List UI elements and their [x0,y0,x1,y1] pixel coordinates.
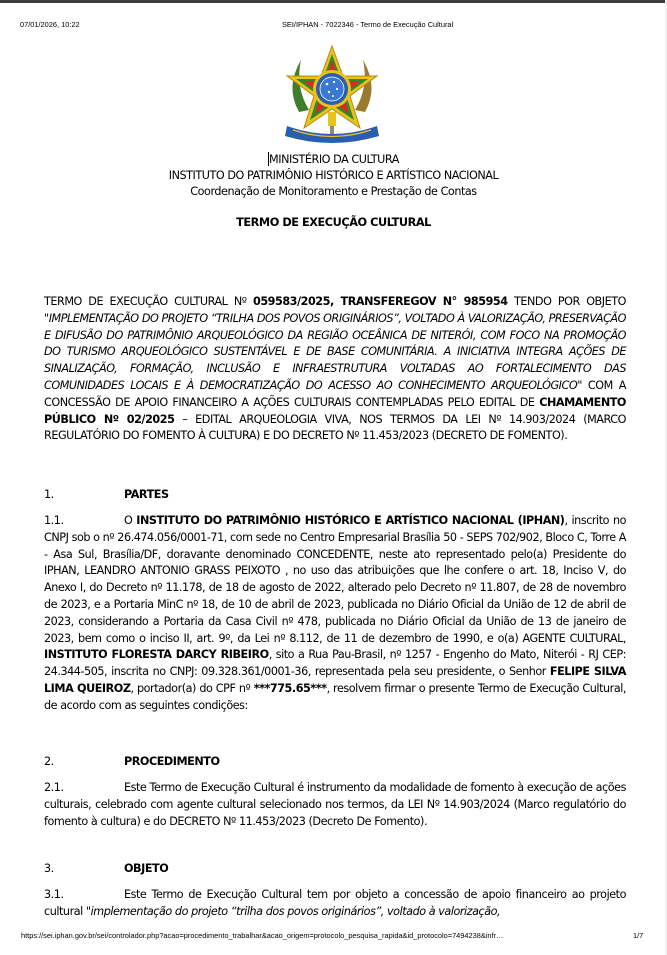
section-number: 2. [44,755,54,768]
clause-number: 2.1. [44,781,64,794]
section-title: PARTES [124,488,169,501]
document-title: TERMO DE EXECUÇÃO CULTURAL [236,216,431,229]
print-datetime: 07/01/2026, 10:22 [20,20,80,29]
section-number: 1. [44,488,54,501]
clause-number: 3.1. [44,888,64,901]
brazil-coat-of-arms-icon [279,42,385,150]
department-name: Coordenação de Monitoramento e Prestação de Contas [190,185,477,198]
section-title: PROCEDIMENTO [124,755,220,768]
clause-2-1: 2.1. Este Termo de Execução Cultural é instrumento da modalidade de fomento à execução de ações culturais, celebrado com agente cultural selecionado nos termos, da LEI Nº 14.903/2024 (Marco regulatório do fomento à cultura) e do DECRETO Nº 11.453/2023 (Decreto De Fomento). [44,781,626,828]
section-title: OBJETO [124,862,169,875]
section-number: 3. [44,862,54,875]
page-number: 1/7 [633,931,644,940]
viewer-top-bar [0,0,665,3]
clause-number: 1.1. [44,514,64,527]
clause-3-1: 3.1. Este Termo de Execução Cultural tem por objeto a concessão de apoio financeiro ao projeto cultural "implementação do projeto “trilha dos povos originários”, voltado à valorização, [44,888,626,918]
ministry-name: MINISTÉRIO DA CULTURA [269,153,399,166]
institute-name: INSTITUTO DO PATRIMÔNIO HISTÓRICO E ARTÍSTICO NACIONAL [168,169,499,182]
print-page-title: SEI/IPHAN - 7022346 - Termo de Execução Cultural [282,20,454,29]
print-header [0,20,667,32]
clause-1-1: 1.1. O INSTITUTO DO PATRIMÔNIO HISTÓRICO E ARTÍSTICO NACIONAL (IPHAN), inscrito no CNPJ sob o nº 26.474.056/0001-71, com sede no Centro Empresarial Brasília 50 - SEPS 702/902, Bloco C, Torre A - Asa Sul, Brasília/DF, doravante denominado CONCEDENTE, neste ato representado pelo(a) Presidente do IPHAN, LEANDRO ANTONIO GRASS PEIXOTO , no uso das atribuições que lhe confere o art. 18, Inciso V, do Anexo I, do Decreto nº 11.178, de 18 de agosto de 2022, alterado pelo Decreto nº 11.807, de 28 de novembro de 2023, e a Portaria MinC nº 18, de 10 de abril de 2023, publicada no Diário Oficial da União de 12 de abril de 2023, considerando a Portaria da Casa Civil nº 478, publicada no Diário Oficial da União de 13 de janeiro de 2023, bem como o inciso II, art. 9º, da Lei nº 8.112, de 11 de dezembro de 1990, e o(a) AGENTE CULTURAL, INSTITUTO FLORESTA DARCY RIBEIRO, sito a Rua Pau-Brasil, nº 1257 - Engenho do Mato, Niterói - RJ CEP: 24.344-505, inscrita no CNPJ: 09.328.361/0001-36, representada pela seu presidente, o Senhor FELIPE SILVA LIMA QUEIROZ, portador(a) do CPF nº ***775.65***, resolvem firmar o presente Termo de Execução Cultural, de acordo com as seguintes condições: [44,514,627,712]
intro-paragraph: TERMO DE EXECUÇÃO CULTURAL Nº 059583/2025, TRANSFEREGOV N° 985954 TENDO POR OBJETO "IMPLEMENTAÇÃO DO PROJETO “TRILHA DOS POVOS ORIGINÁRIOS”, VOLTADO À VALORIZAÇÃO, PRESERVAÇÃO E DIFUSÃO DO PATRIMÔNIO ARQUEOLÓGICO DA REGIÃO OCEÂNICA DE NITERÓI, COM FOCO NA PROMOÇÃO DO TURISMO ARQUEOLÓGICO SUSTENTÁVEL E DE BASE COMUNITÁRIA. A INICIATIVA INTEGRA AÇÕES DE SINALIZAÇÃO, FORMAÇÃO, INCLUSÃO E INFRAESTRUTURA VOLTADAS AO FORTALECIMENTO DAS COMUNIDADES LOCAIS E À DEMOCRATIZAÇÃO DO ACESSO AO CONHECIMENTO ARQUEOLÓGICO" COM A CONCESSÃO DE APOIO FINANCEIRO A AÇÕES CULTURAIS CONTEMPLADAS PELO EDITAL DE CHAMAMENTO PÚBLICO Nº 02/2025 – EDITAL ARQUEOLOGIA VIVA, NOS TERMOS DA LEI Nº 14.903/2024 (MARCO REGULATÓRIO DO FOMENTO À CULTURA) E DO DECRETO Nº 11.453/2023 (DECRETO DE FOMENTO). [44,295,626,443]
print-url: https://sei.iphan.gov.br/sei/controlador.php?acao=procedimento_trabalhar&acao_origem=protocolo_pesquisa_rapida&id_protocolo=7494238&infr… [21,931,504,940]
print-footer [0,931,667,943]
